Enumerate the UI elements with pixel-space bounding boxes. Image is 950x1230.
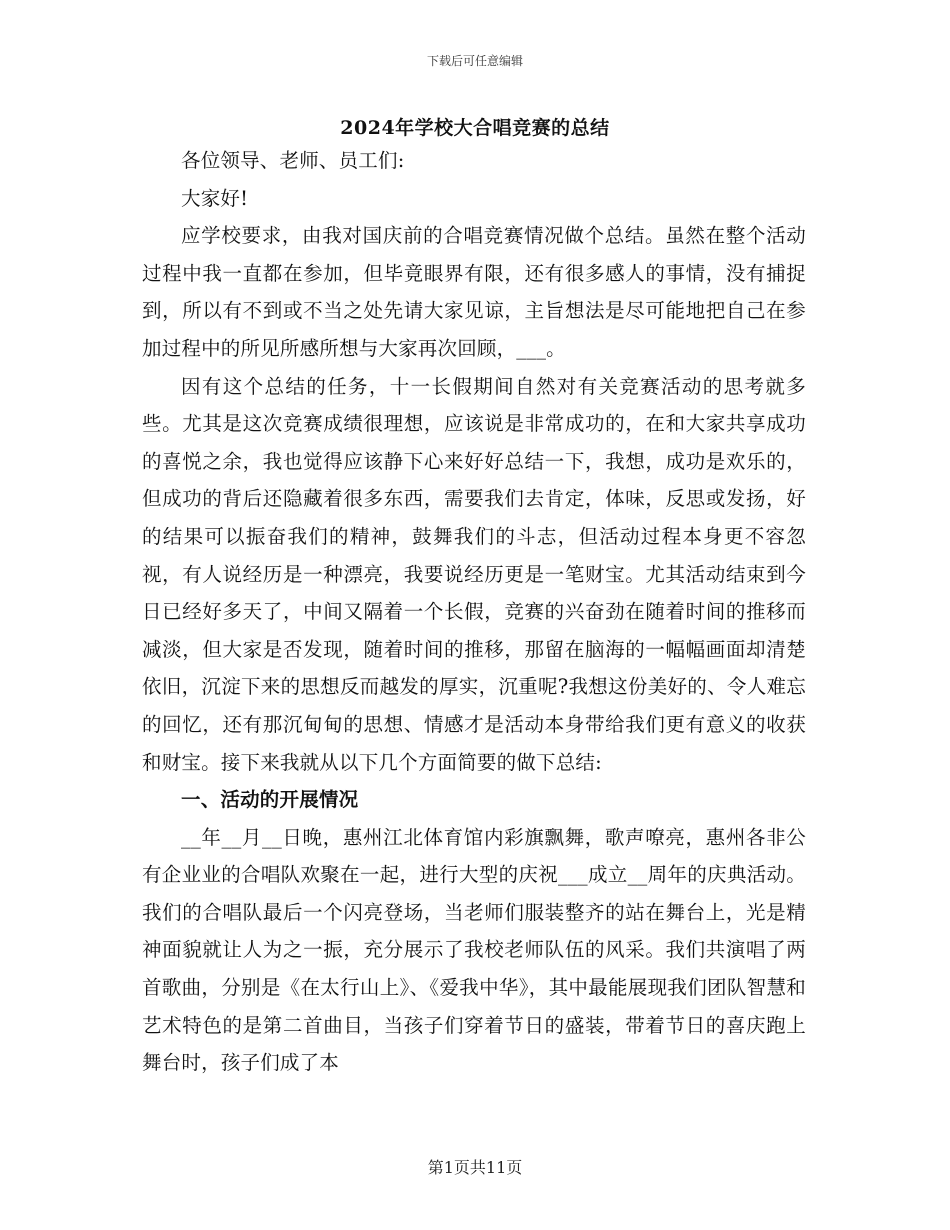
page-header: 下载后可任意编辑	[426, 54, 523, 68]
document-title: 2024年学校大合唱竞赛的总结	[340, 117, 610, 139]
greeting: 大家好!	[181, 186, 249, 210]
section-heading: 一、活动的开展情况	[181, 788, 359, 812]
paragraph-intro: 应学校要求，由我对国庆前的合唱竞赛情况做个总结。虽然在整个活动过程中我一直都在参加，但毕竟眼界有限，还有很多感人的事情，没有捕捉到，所以有不到或不当之处先请大家见谅，主旨想法是尽可能地把自己在参加过程中的所见所感所想与大家再次回顾，___。	[142, 224, 806, 360]
paragraph-activity: __年__月__日晚，惠州江北体育馆内彩旗飘舞，歌声嘹亮，惠州各非公有企业业的合唱队欢聚在一起，进行大型的庆祝___成立__周年的庆典活动。我们的合唱队最后一个闪亮登场，当老师们服装整齐的站在舞台上，光是精神面貌就让人为之一振，充分展示了我校老师队伍的风采。我们共演唱了两首歌曲，分别是《在太行山上》、《爱我中华》，其中最能展现我们团队智慧和艺术特色的是第二首曲目，当孩子们穿着节日的盛装，带着节日的喜庆跑上舞台时，孩子们成了本	[142, 825, 806, 1075]
document-body	[142, 142, 806, 1082]
paragraph-reflection: 因有这个总结的任务，十一长假期间自然对有关竞赛活动的思考就多些。尤其是这次竞赛成绩很理想，应该说是非常成功的，在和大家共享成功的喜悦之余，我也觉得应该静下心来好好总结一下，我想，成功是欢乐的，但成功的背后还隐藏着很多东西，需要我们去肯定，体味，反思或发扬，好的结果可以振奋我们的精神，鼓舞我们的斗志，但活动过程本身更不容忽视，有人说经历是一种漂亮，我要说经历更是一笔财宝。尤其活动结束到今日已经好多天了，中间又隔着一个长假，竞赛的兴奋劲在随着时间的推移而减淡，但大家是否发现，随着时间的推移，那留在脑海的一幅幅画面却清楚依旧，沉淀下来的思想反而越发的厚实，沉重呢?我想这份美好的、令人难忘的回忆，还有那沉甸甸的思想、情感才是活动本身带给我们更有意义的收获和财宝。接下来我就从以下几个方面简要的做下总结:	[142, 374, 806, 774]
page-number: 第1页共11页	[427, 1158, 523, 1177]
salutation: 各位领导、老师、员工们:	[181, 149, 405, 172]
